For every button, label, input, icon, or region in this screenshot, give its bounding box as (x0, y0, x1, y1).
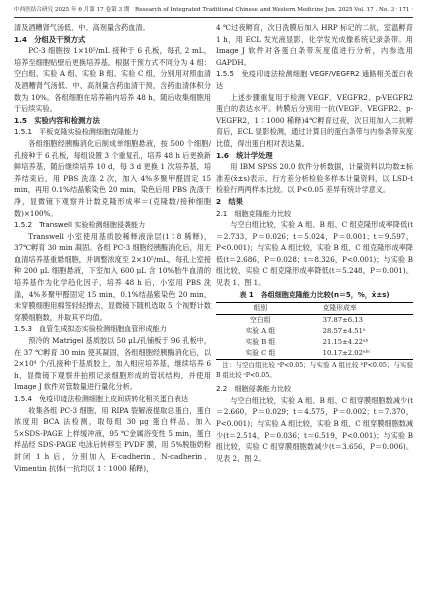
clone-rate-table (216, 302, 413, 360)
paragraph: PC-3 细胞按 1×10⁵/mL 接种于 6 孔板，每孔 2 mL，培养至细胞贴壁后更换培养基。根据干预方式不同分为 4 组：空白组、实验 A 组、实验 B 组、实验 C 组，分别用对照血清及酒糟肾气汤低、中、高剂量含药血清干预，含药血清体积分数为 10%。各组细胞在培养箱内培养 48 h，随后收集细胞用于后续实验。 (14, 46, 211, 114)
section-heading: 1.6 统计学处理 (216, 150, 273, 160)
value-cell: 21.15±4.22ᵃᵇ (322, 338, 369, 347)
table-1 (216, 290, 413, 361)
table-note: 注：与空白组比较 ᵃP<0.05；与实验 A 组比较 ᵇP<0.05；与实验 B 组比较 ᶜP<0.05。 (216, 362, 413, 380)
running-header (14, 4, 413, 16)
section-heading: 2.2 细胞侵袭能力比较 (216, 384, 292, 394)
right-column (216, 22, 413, 464)
paragraph: Transwell 小室使用基质胶稀释液涂层(1∶8 稀释)，37℃孵育 30 min 凝固。各组 PC-3 细胞经胰酶消化后，用无血清培养基重悬细胞，并调整浓度至 2×10⁵/mL，每孔上室接种 200 μL 细胞悬液，下室加入 600 μL 含 10%胎牛血清的培养基作为化学趋化因子，培养 48 h 后，小室用 PBS 洗涤，4%多聚甲醛固定 15 min，0.1%结晶紫染色 20 min，未穿膜细胞用棉签轻轻擦去，显微镜下随机选取 5 个视野计数穿膜细胞数，并取其平均值。 (14, 231, 211, 322)
table-row (216, 337, 413, 348)
paragraph: 与空白组比较，实验 A 组、B 组、C 组穿膜细胞数减少(t＝2.660，P＝0.029；t＝4.575，P＝0.002；t＝7.370，P<0.001)；与实验 A 组比较，实验 B 组、C 组穿膜细胞数减少(t＝2.514，P＝0.036；t＝6.519，P<0.001)；与实验 B 组比较，实验 C 组穿膜细胞数减少(t＝3.656，P＝0.006)。见表 2、图 2。 (216, 395, 413, 463)
table-row (216, 315, 413, 327)
column-header: 克隆形成率 (305, 303, 413, 315)
section-heading: 1.5.3 血管生成拟态实验检测细胞血管形成能力 (14, 324, 167, 334)
paragraph: 用 IBM SPSS 20.0 软件分析数据，计量资料以均数±标准差(x̄±s)表示，行方差分析检验多样本计量资料，以 LSD-t 检验行两两样本比较。以 P<0.05 差异有统计学意义。 (216, 162, 413, 195)
table-caption: 表 1 各组细胞克隆能力比较(n＝5，%，x̄±s) (239, 290, 390, 299)
section-heading: 2.1 细胞克隆能力比较 (216, 208, 292, 218)
value-cell: 37.87±6.13 (322, 316, 363, 325)
header-rule (14, 17, 413, 18)
table-row (216, 326, 413, 337)
paragraph: 上述步骤重复用于检测 VEGF、VEGFR2、p-VEGFR2 蛋白的表达水平。转膜后分别用一抗(VEGF、VEGFR2、p-VEGFR2，1∶1000 稀释)4℃孵育过夜，次日用加入二抗孵育后，ECL 显影检测，通过计算目的蛋白条带与内参条带灰度比值，得出蛋白相对表达量。 (216, 92, 413, 148)
group-cell: 空白组 (250, 316, 271, 325)
section-heading: 1.5.4 免疫印迹法检测细胞上皮间质转化相关蛋白表达 (14, 394, 189, 403)
paragraph: 预冷的 Matrigel 基质胶以 50 μL/孔铺板于 96 孔板中，在 37 ℃孵育 30 min 使其凝固，各组细胞经胰酶消化后，以 2×10⁴ 个/孔接种于基质胶上，加入相应培养基，继续培养 6 h，显微镜下观察并拍照记录细胞形成的管状结构，并使用 Image J 软件对管数量进行量化分析。 (14, 336, 211, 392)
paragraph: 4 ℃过夜孵育，次日洗膜后加入 HRP 标记的二抗，室温孵育 1 h，用 ECL 发光液显影，化学发光成像系统记录条带。用 Image J 软件对各蛋白条带灰度值进行分析，内参选用 GAPDH。 (216, 23, 413, 67)
journal-citation: 中西医结合研究 2025 年 6 月第 17 卷第 3 期 Research of Integrated Traditional Chinese and Western Medicine Jun. 2025 Vol. 17 . No. 3 (14, 7, 395, 13)
value-cell: 28.57±4.51ᵃ (322, 327, 366, 336)
section-heading: 1.5.1 平板克隆实验检测细胞克隆能力 (14, 127, 139, 137)
paragraph: 清及酒糟肾气汤低、中、高剂量含药血清。 (14, 23, 150, 32)
group-cell: 实验 A 组 (245, 327, 276, 336)
section-heading: 1.5 实验内容和检测方法 (14, 115, 100, 125)
section-heading: 2 结果 (216, 196, 243, 206)
page-number: · 171 · (395, 7, 413, 13)
left-column (14, 22, 211, 474)
group-cell: 实验 C 组 (216, 348, 305, 360)
value-cell: 10.17±2.02ᵃᵇᶜ (305, 348, 413, 360)
section-heading: 1.5.2 Transwell 实验检测细胞侵袭能力 (14, 220, 146, 230)
section-heading: 1.4 分组及干预方式 (14, 34, 86, 44)
paragraph: 与空白组比较，实验 A 组、B 组、C 组克隆形成率降低(t＝2.733，P＝0.026；t＝5.024，P＝0.001；t＝9.597，P<0.001)；与实验 A 组比较，实验 B 组、C 组克隆形成率降低(t＝2.686，P＝0.028；t＝8.326，P<0.001)；与实验 B 组比较，实验 C 组克隆形成率降低(t＝5.248，P＝0.001)。见表 1、图 1。 (216, 220, 413, 288)
paragraph: 收集各组 PC-3 细胞，用 RIPA 裂解液提取总蛋白，蛋白浓度用 BCA 法检测，取每组 30 μg 蛋白样品，加入 5×SDS-PAGE 上样缓冲液，95 ℃金属浴变性 5 min，蛋白样品经 SDS-PAGE 电泳后转移至 PVDF 膜，用 5%脱脂奶粉封闭 1 h 后，分别加入 E-cadherin、N-cadherin、Vimentin 抗体(一抗均以 1∶1000 稀释)， (14, 405, 211, 473)
section-heading: 1.5.5 免疫印迹法检测细胞 VEGF/VEGFR2 通路相关蛋白表达 (216, 69, 413, 90)
table-row (216, 348, 413, 360)
table-header-row (216, 303, 413, 315)
group-cell: 实验 B 组 (245, 338, 276, 347)
column-header: 组别 (216, 303, 305, 315)
paragraph: 各组细胞经胰酶消化后制成单细胞悬液，按 500 个细胞/孔接种于 6 孔板，每组设置 3 个重复孔，培养 48 h 后更换新鲜培养基，随后继续培养 10 d，每 3 d 更换 1 次培养基，培养结束后，用 PBS 洗涤 2 次，加入 4%多聚甲醛固定 15 min，再用 0.1%结晶紫染色 20 min，染色后用 PBS 洗涤干净，显微镜下观察并计数克隆形成率＝(克隆数/接种细胞数)×100%。 (14, 138, 211, 218)
